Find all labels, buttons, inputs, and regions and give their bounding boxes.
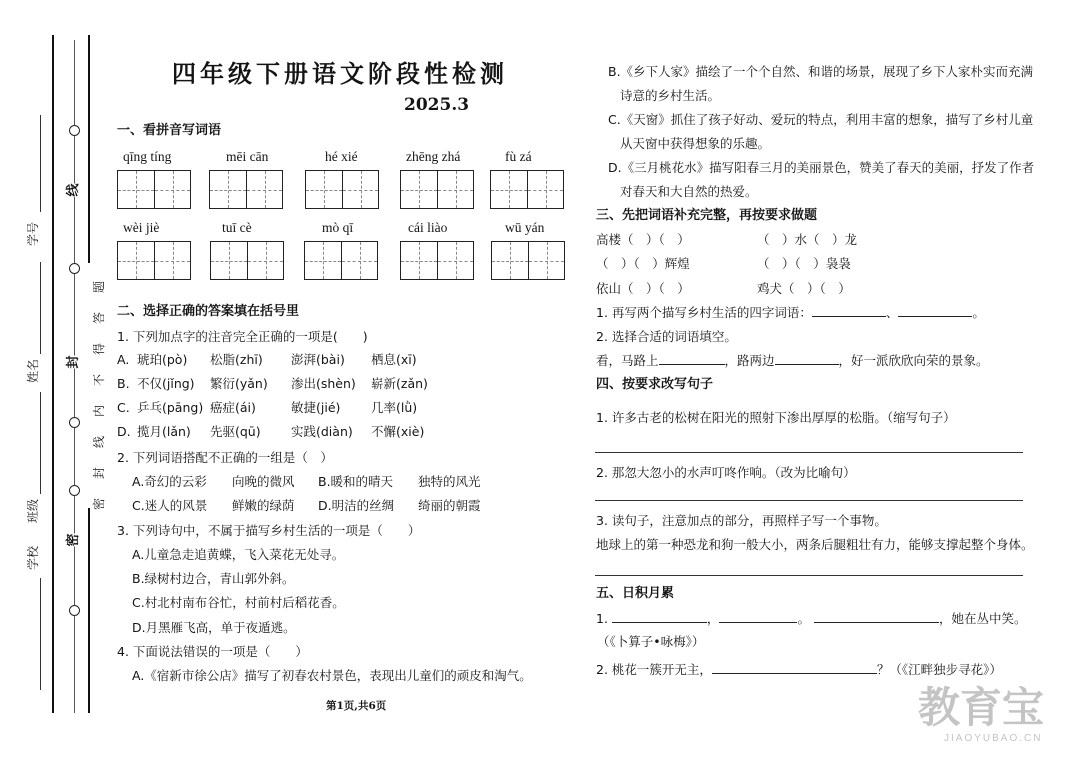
pinyin-label: mò qī	[322, 220, 354, 235]
question-number: 1.	[596, 611, 608, 626]
idiom-fill: 高楼（ ）（ ）	[596, 232, 690, 247]
binding-border-left	[52, 35, 54, 713]
option-item: A.奇幻的云彩	[132, 474, 207, 489]
writing-grid	[209, 170, 283, 209]
option-item: 栖息(xī)	[371, 352, 417, 367]
seal-mark-xian: 线	[66, 183, 81, 197]
sentence-part: 看，马路上	[596, 353, 659, 368]
writing-grid	[490, 170, 564, 209]
option-line: A.儿童急走追黄蝶，飞入菜花无处寻。	[132, 547, 345, 562]
answer-blank	[898, 304, 972, 317]
writing-grid	[491, 241, 565, 280]
option-item: 揽月(lǎn)	[137, 424, 191, 439]
field-label-name: 姓名	[26, 358, 40, 384]
sentence-part: ，好一派欣欣向荣的景象。	[838, 353, 989, 368]
pinyin-label: tuī cè	[222, 220, 252, 235]
writing-grid	[117, 170, 191, 209]
option-line: 诗意的乡村生活。	[620, 88, 721, 103]
field-label-class: 班级	[26, 498, 40, 524]
option-line: 从天窗中获得想象的乐趣。	[620, 136, 771, 151]
field-line	[40, 392, 41, 494]
exam-date: 2025.3	[404, 95, 470, 115]
answer-blank	[775, 352, 839, 365]
idiom-fill: （ ）水（ ）龙	[757, 232, 858, 247]
question-text: 2. 桃花一簇开无主，	[596, 662, 712, 677]
binding-hole	[69, 485, 80, 496]
option-item: 不懈(xiè)	[371, 424, 425, 439]
pinyin-label: wū yán	[505, 220, 545, 235]
separator: 、	[885, 305, 899, 320]
question-line	[596, 304, 985, 322]
option-line: D.《三月桃花水》描写阳春三月的美丽景色，赞美了春天的美丽，抒发了作者	[608, 160, 1035, 175]
option-line: 对春天和大自然的热爱。	[620, 184, 758, 199]
field-line	[40, 262, 41, 354]
answer-blank	[612, 610, 707, 623]
option-item: 繁衍(yǎn)	[210, 376, 268, 391]
pinyin-label: fù zá	[505, 149, 532, 164]
idiom-fill: （ ）（ ）辉煌	[596, 256, 690, 271]
option-item: 实践(diàn)	[291, 424, 353, 439]
question-line	[596, 661, 1002, 679]
option-item: 澎湃(bài)	[291, 352, 345, 367]
option-item: C.迷人的风景	[132, 498, 208, 513]
question-stem: 2. 下列词语搭配不正确的一组是（ ）	[117, 450, 333, 465]
example-sentence: 地球上的第一种恐龙和狗一般大小，两条后腿粗壮有力，能够支撑起整个身体。	[596, 537, 1034, 552]
question-line	[596, 352, 989, 370]
binding-hole	[69, 417, 80, 428]
question-stem: 1. 下列加点字的注音完全正确的一项是( )	[117, 329, 368, 344]
question-text: 1. 再写两个描写乡村生活的四字词语：	[596, 305, 812, 320]
poem-source: （《江畔独步寻花》）	[889, 662, 1002, 677]
option-item: 癌症(ái)	[210, 400, 256, 415]
section4-heading: 四、按要求改写句子	[596, 377, 714, 392]
option-label: B.	[117, 376, 130, 391]
option-label: C.	[117, 400, 130, 415]
sentence-part: 。	[797, 611, 810, 626]
answer-blank	[814, 610, 939, 623]
field-label-student-id: 学号	[26, 221, 40, 247]
option-item: 向晚的微风	[232, 474, 295, 489]
question-line	[596, 610, 1026, 628]
seal-mark-mi: 密	[66, 533, 81, 547]
option-item: 渗出(shèn)	[291, 376, 356, 391]
writing-grid	[210, 241, 284, 280]
option-item: 敏捷(jié)	[291, 400, 341, 415]
pinyin-label: cái liào	[408, 220, 448, 235]
binding-notice: 密封线内不得答题	[92, 261, 106, 511]
sentence-end: 。	[972, 305, 985, 320]
watermark-url: JIAOYUBAO.CN	[944, 733, 1043, 744]
pinyin-label: qīng tíng	[123, 149, 172, 164]
option-item: 绮丽的朝霞	[418, 498, 481, 513]
idiom-fill: （ ）（ ）袅袅	[757, 256, 851, 271]
option-line: C.村北村南布谷忙，村前村后稻花香。	[132, 595, 345, 610]
writing-grid	[304, 241, 378, 280]
answer-blank	[812, 304, 886, 317]
answer-blank	[719, 610, 797, 623]
section1-heading: 一、看拼音写词语	[117, 123, 222, 138]
sentence-part: ，她在丛中笑。	[938, 611, 1027, 626]
question-stem: 4. 下面说法错误的一项是（ ）	[117, 644, 308, 659]
field-label-school: 学校	[26, 545, 40, 571]
question-stem: 2. 那忽大忽小的水声叮咚作响。（改为比喻句）	[596, 465, 856, 480]
field-line	[40, 578, 41, 690]
option-item: 不仅(jǐng)	[137, 376, 195, 391]
seal-mark-feng: 封	[66, 355, 81, 369]
option-item: 崭新(zǎn)	[371, 376, 428, 391]
pinyin-label: mēi cān	[226, 149, 269, 164]
option-line: B.绿树村边合，青山郭外斜。	[132, 571, 295, 586]
question-stem: 3. 读句子，注意加点的部分，再照样子写一个事物。	[596, 513, 887, 528]
option-label: D.	[117, 424, 131, 439]
option-line: A.《宿新市徐公店》描写了初春农村景色，表现出儿童们的顽皮和淘气。	[132, 668, 532, 683]
idiom-fill: 鸡犬（ ）（ ）	[757, 281, 851, 296]
question-stem: 1. 许多古老的松树在阳光的照射下渗出厚厚的松脂。（缩写句子）	[596, 410, 956, 425]
sentence-part: ，	[706, 611, 720, 626]
binding-hole	[69, 125, 80, 136]
question-stem: 3. 下列诗句中，不属于描写乡村生活的一项是（ ）	[117, 523, 421, 538]
pinyin-label: wèi jiè	[123, 220, 160, 235]
sentence-end: ？	[876, 662, 890, 677]
writing-grid	[305, 170, 379, 209]
binding-hole	[69, 263, 80, 274]
page-footer: 第1页,共6页	[326, 700, 387, 712]
option-line: B.《乡下人家》描绘了一个个自然、和谐的场景，展现了乡下人家朴实而充满	[608, 64, 1034, 79]
binding-hole	[69, 605, 80, 616]
binding-border-right-top	[88, 35, 90, 263]
writing-grid	[117, 241, 191, 280]
answer-line	[595, 575, 1023, 576]
section2-heading: 二、选择正确的答案填在括号里	[117, 304, 300, 319]
answer-blank	[659, 352, 725, 365]
section5-heading: 五、日积月累	[596, 586, 675, 601]
answer-line	[595, 500, 1023, 501]
binding-border-right-bottom	[88, 508, 90, 713]
option-item: D.明洁的丝绸	[318, 498, 395, 513]
section3-heading: 三、先把词语补充完整，再按要求做题	[596, 208, 818, 223]
idiom-fill: 依山（ ）（ ）	[596, 281, 690, 296]
option-item: 乒乓(pāng)	[137, 400, 204, 415]
sentence-part: ，路两边	[724, 353, 775, 368]
option-item: 几率(lǜ)	[371, 400, 418, 415]
option-line: C.《天窗》抓住了孩子好动、爱玩的特点，利用丰富的想象，描写了乡村儿童	[608, 112, 1034, 127]
option-label: A.	[117, 352, 130, 367]
option-item: 先驱(qū)	[210, 424, 261, 439]
pinyin-label: zhēng zhá	[406, 149, 461, 164]
poem-source: （《卜算子•咏梅》）	[597, 634, 705, 649]
field-line	[40, 115, 41, 212]
answer-line	[595, 452, 1023, 453]
exam-title: 四年级下册语文阶段性检测	[172, 59, 508, 88]
option-item: B.暖和的晴天	[318, 474, 394, 489]
writing-grid	[400, 241, 474, 280]
pinyin-label: hé xié	[325, 149, 358, 164]
question-stem: 2. 选择合适的词语填空。	[596, 329, 737, 344]
option-item: 鲜嫩的绿荫	[232, 498, 295, 513]
option-item: 松脂(zhī)	[210, 352, 263, 367]
option-line: D.月黑雁飞高，单于夜遁逃。	[132, 620, 296, 635]
writing-grid	[400, 170, 474, 209]
option-item: 独特的风光	[418, 474, 481, 489]
option-item: 琥珀(pò)	[137, 352, 188, 367]
watermark-logo: 教育宝	[918, 683, 1045, 732]
answer-blank	[712, 661, 877, 674]
